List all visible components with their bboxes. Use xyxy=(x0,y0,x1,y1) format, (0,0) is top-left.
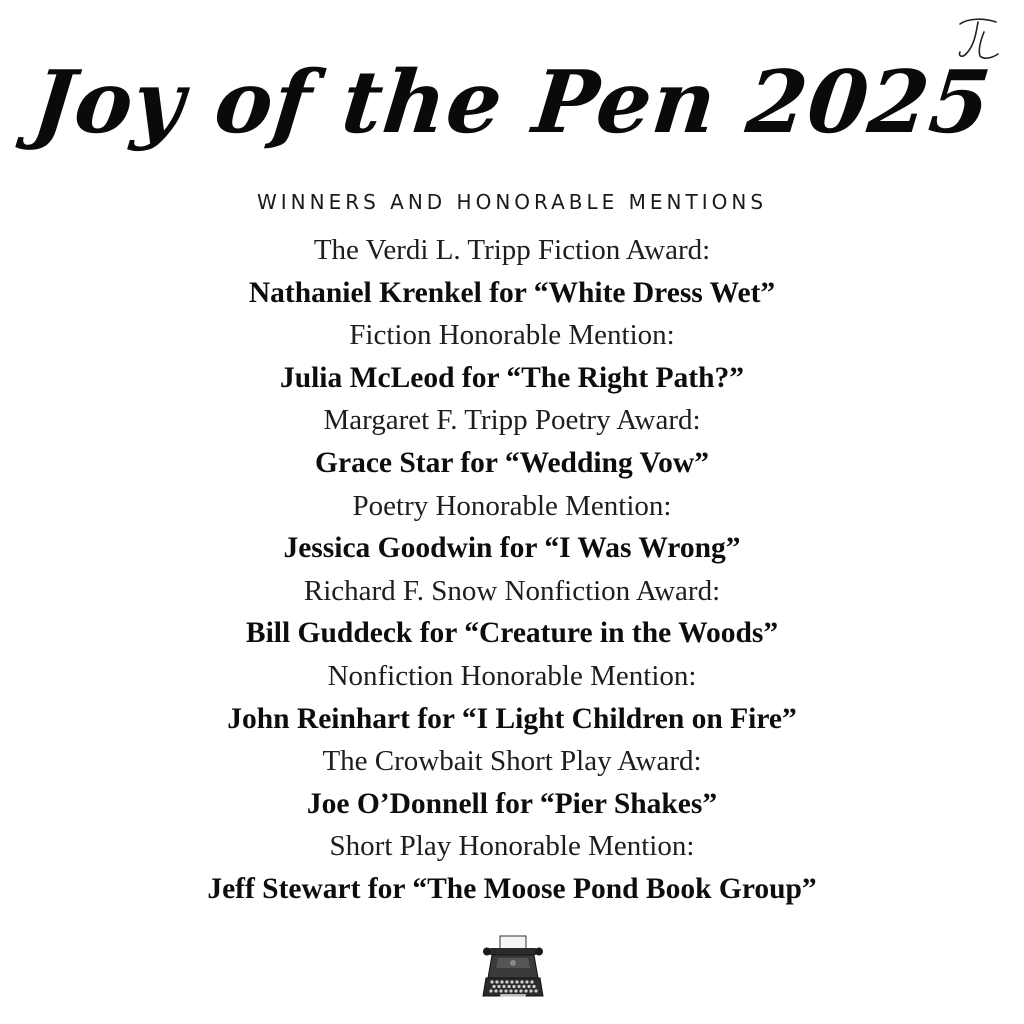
page-title: Joy of the Pen 2025 xyxy=(28,52,996,153)
award-title: Short Play Honorable Mention: xyxy=(329,830,695,863)
award-title: Nonfiction Honorable Mention: xyxy=(327,659,697,692)
award-title: Margaret F. Tripp Poetry Award: xyxy=(323,404,701,437)
award-winner: John Reinhart for “I Light Children on Fire” xyxy=(227,702,797,735)
award-winner: Joe O’Donnell for “Pier Shakes” xyxy=(306,787,718,820)
award-title: The Verdi L. Tripp Fiction Award: xyxy=(313,234,711,266)
award-winner: Jessica Goodwin for “I Was Wrong” xyxy=(283,532,741,565)
award-title: Richard F. Snow Nonfiction Award: xyxy=(303,574,721,607)
award-winner: Bill Guddeck for “Creature in the Woods” xyxy=(245,617,779,650)
page-subtitle: WINNERS AND HONORABLE MENTIONS xyxy=(256,190,768,214)
awards-list xyxy=(0,229,1024,911)
award-winner: Nathaniel Krenkel for “White Dress Wet” xyxy=(248,276,776,309)
award-winner: Jeff Stewart for “The Moose Pond Book Group” xyxy=(207,872,817,905)
typewriter-icon xyxy=(482,934,544,1000)
award-title: Fiction Honorable Mention: xyxy=(349,319,675,352)
award-title: Poetry Honorable Mention: xyxy=(352,489,672,522)
award-title: The Crowbait Short Play Award: xyxy=(322,745,702,778)
award-winner: Grace Star for “Wedding Vow” xyxy=(315,446,709,479)
award-winner: Julia McLeod for “The Right Path?” xyxy=(279,361,745,394)
